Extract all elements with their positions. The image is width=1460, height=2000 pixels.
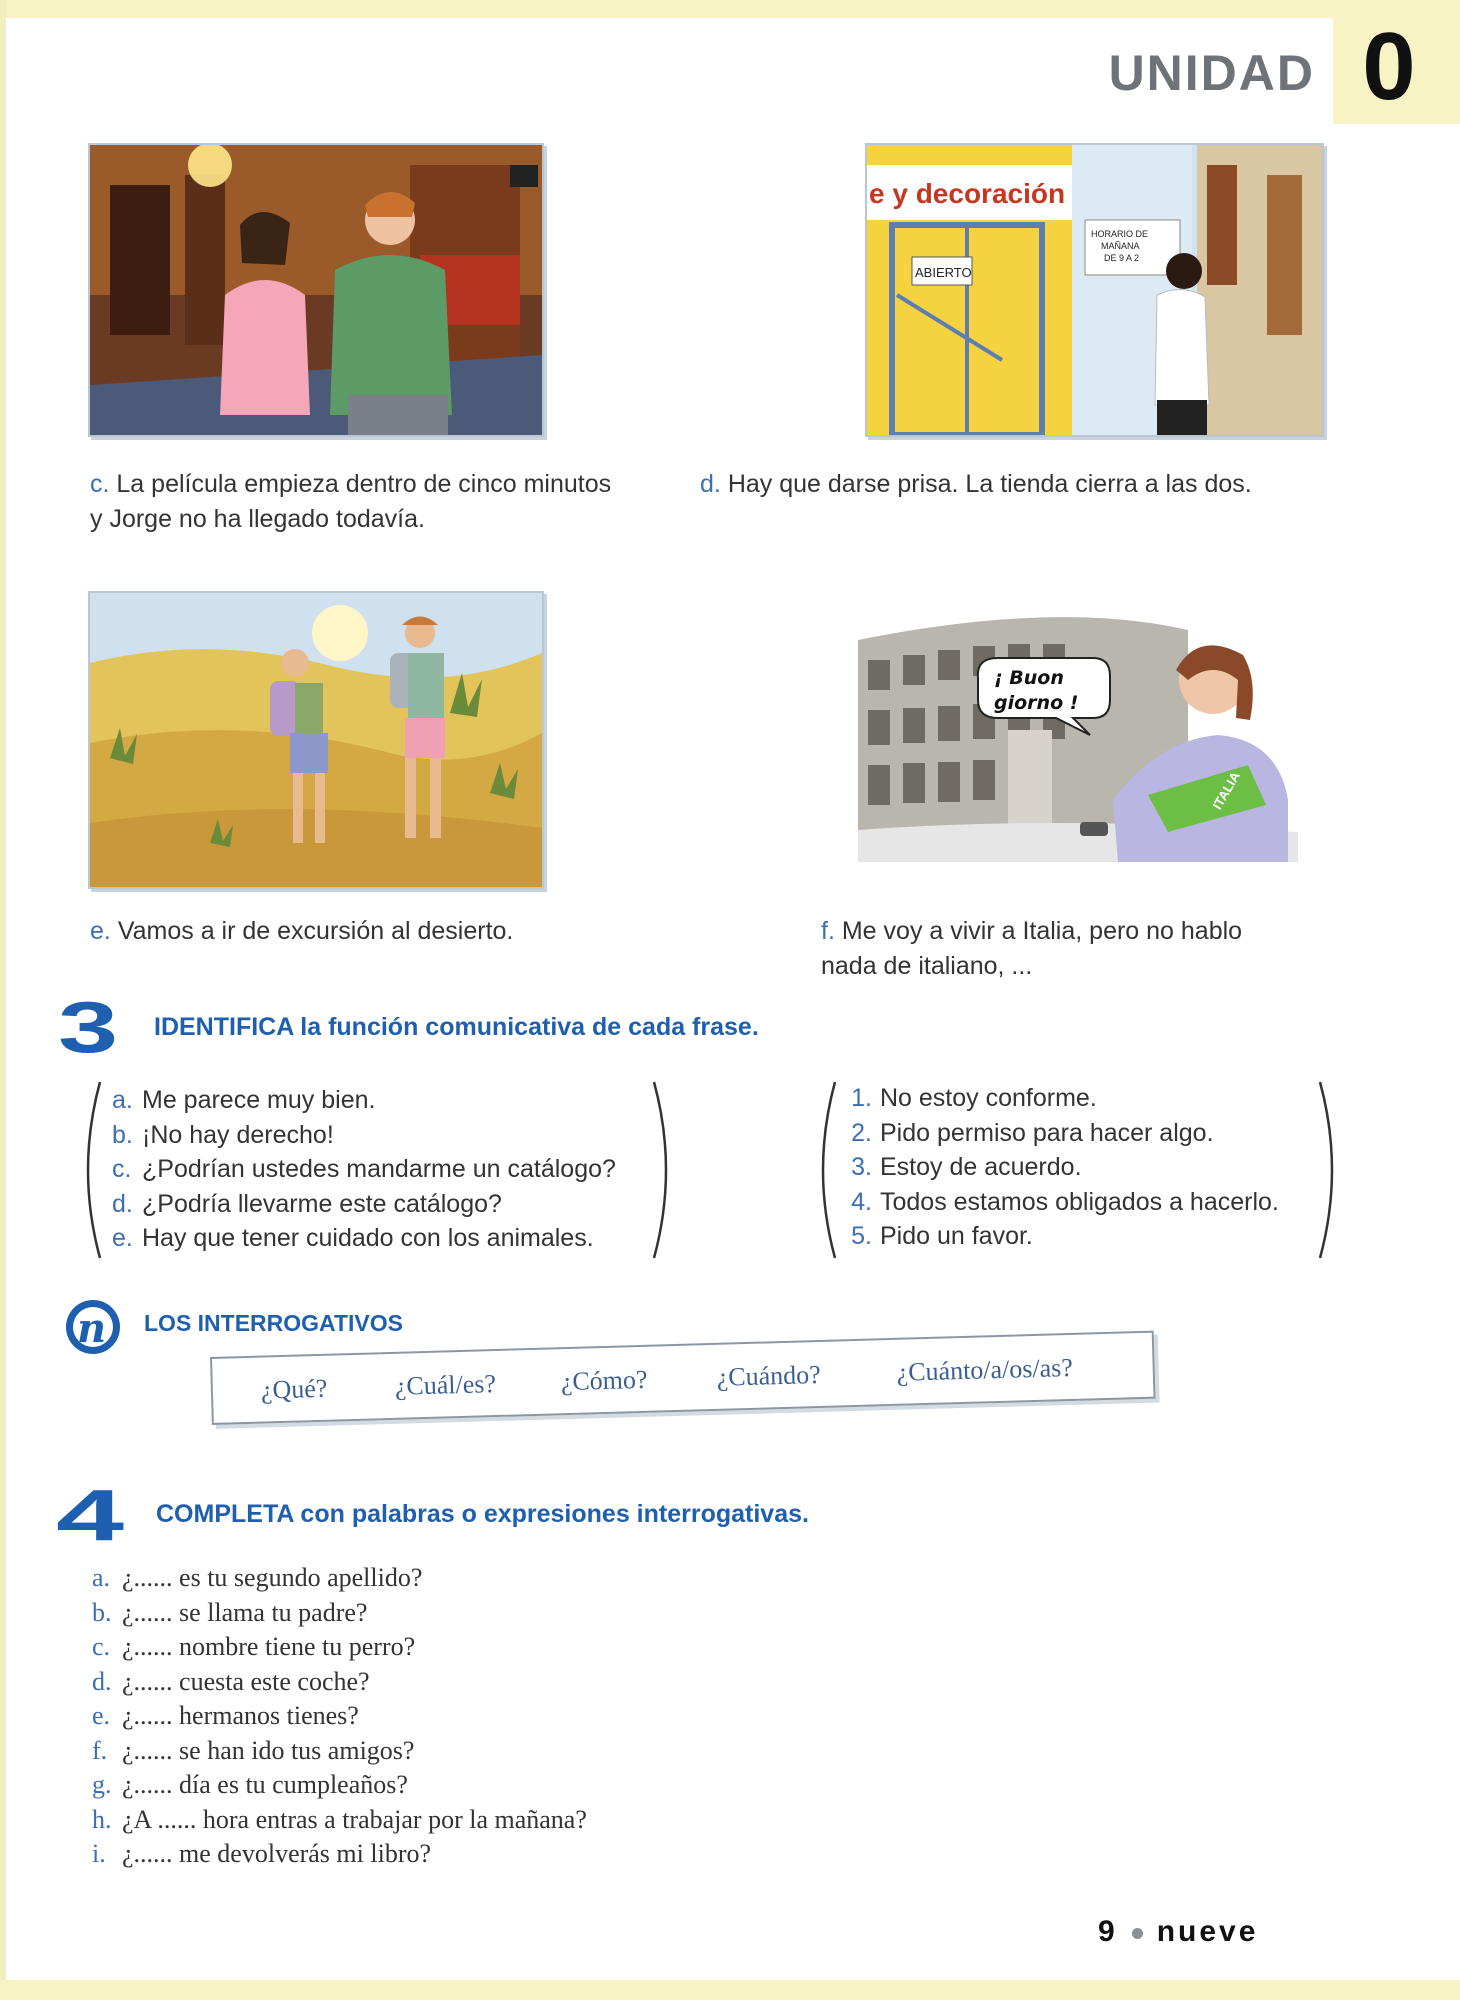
function-number: 2. xyxy=(851,1118,872,1147)
phrase-item xyxy=(112,1221,616,1256)
item-letter: c. xyxy=(92,1632,111,1661)
bottom-band xyxy=(0,1980,1460,2000)
item-text: ¿...... se han ido tus amigos? xyxy=(122,1735,415,1765)
caption-e-letter: e. xyxy=(90,917,111,945)
grammar-n-icon xyxy=(64,1298,122,1356)
item-letter: g. xyxy=(92,1770,112,1799)
item-text: ¿A ...... hora entras a trabajar por la mañana? xyxy=(122,1804,587,1834)
completion-item xyxy=(92,1837,587,1872)
completion-item xyxy=(92,1665,587,1700)
caption-c-letter: c. xyxy=(90,470,110,498)
right-paren-open xyxy=(815,1080,839,1260)
caption-f xyxy=(821,914,1242,984)
caption-c xyxy=(90,467,611,537)
bullet-dot-icon xyxy=(1132,1928,1143,1939)
right-paren-close xyxy=(1316,1080,1340,1260)
function-number: 1. xyxy=(851,1084,872,1112)
item-letter: f. xyxy=(92,1735,108,1765)
illustration-f-rome xyxy=(858,600,1298,862)
phrase-text: ¿Podría llevarme este catálogo? xyxy=(142,1189,502,1218)
phrase-letter: b. xyxy=(112,1120,133,1149)
left-paren-close xyxy=(650,1080,674,1260)
phrase-item xyxy=(112,1152,616,1187)
phrase-text: ¿Podrían ustedes mandarme un catálogo? xyxy=(142,1155,616,1183)
shop-sign-text: e y decoración xyxy=(869,178,1066,209)
exercise-4-number: 4 xyxy=(56,1476,125,1556)
grammar-icon-letter: n xyxy=(77,1305,107,1352)
completion-item xyxy=(92,1699,587,1734)
page-word: nueve xyxy=(1156,1915,1259,1948)
function-text: No estoy conforme. xyxy=(880,1084,1097,1112)
item-text: ¿...... cuesta este coche? xyxy=(122,1666,370,1696)
function-number: 3. xyxy=(851,1153,872,1181)
item-text: ¿...... día es tu cumpleaños? xyxy=(122,1770,408,1799)
unit-number-box xyxy=(1333,13,1460,124)
speech-bubble-line-1: ¡ Buon xyxy=(994,667,1064,689)
phrase-text: Me parece muy bien. xyxy=(142,1086,376,1114)
exercise-4-items xyxy=(92,1561,587,1872)
book-label: ITALIA xyxy=(1209,769,1243,812)
completion-item xyxy=(92,1596,587,1631)
exercise-3-functions xyxy=(840,1081,1279,1254)
function-text: Pido permiso para hacer algo. xyxy=(880,1118,1214,1147)
caption-f-letter: f. xyxy=(821,917,835,945)
hours-line-1: HORARIO DE xyxy=(1091,229,1149,239)
caption-e xyxy=(90,914,513,949)
function-text: Todos estamos obligados a hacerlo. xyxy=(880,1187,1279,1216)
interrogatives-box xyxy=(210,1331,1156,1425)
grammar-title: LOS INTERROGATIVOS xyxy=(144,1310,403,1336)
hours-line-3: DE 9 A 2 xyxy=(1104,253,1140,263)
caption-c-line-1: La película empieza dentro de cinco minutos xyxy=(116,470,612,498)
open-sign-text: ABIERTO xyxy=(915,265,972,280)
function-item xyxy=(840,1150,1279,1185)
illustration-d-shop xyxy=(865,143,1324,437)
item-letter: a. xyxy=(92,1563,111,1592)
phrase-text: Hay que tener cuidado con los animales. xyxy=(142,1224,594,1252)
function-number: 5. xyxy=(851,1222,872,1250)
function-number: 4. xyxy=(851,1187,872,1216)
page-footer xyxy=(1098,1915,1258,1949)
exercise-4-title: COMPLETA con palabras o expresiones interrogativas. xyxy=(156,1500,809,1528)
left-paren-open xyxy=(80,1080,104,1260)
caption-f-line-2: nada de italiano, ... xyxy=(821,952,1033,980)
item-text: ¿...... nombre tiene tu perro? xyxy=(122,1632,416,1661)
phrase-item xyxy=(112,1118,616,1153)
phrase-letter: a. xyxy=(112,1086,133,1114)
speech-bubble-line-2: giorno ! xyxy=(994,692,1079,714)
left-band xyxy=(0,0,6,2000)
item-letter: d. xyxy=(92,1666,112,1696)
item-letter: i. xyxy=(92,1839,106,1868)
phrase-text: ¡No hay derecho! xyxy=(142,1120,334,1149)
completion-item xyxy=(92,1803,587,1838)
exercise-3-title: IDENTIFICA la función comunicativa de cada frase. xyxy=(154,1013,759,1041)
completion-item xyxy=(92,1630,587,1665)
phrase-letter: e. xyxy=(112,1224,133,1252)
item-text: ¿...... hermanos tienes? xyxy=(122,1701,359,1730)
function-item xyxy=(840,1081,1279,1116)
item-text: ¿...... es tu segundo apellido? xyxy=(122,1563,423,1592)
unit-label: UNIDAD xyxy=(1108,45,1315,101)
caption-e-text: Vamos a ir de excursión al desierto. xyxy=(117,917,514,945)
item-letter: b. xyxy=(92,1597,112,1627)
unit-header xyxy=(1060,13,1460,124)
interrogative-word: ¿Cuándo? xyxy=(716,1359,822,1392)
phrase-letter: c. xyxy=(112,1155,132,1183)
item-letter: e. xyxy=(92,1701,111,1730)
top-band xyxy=(0,0,1460,18)
interrogative-word: ¿Cómo? xyxy=(560,1364,648,1397)
hours-line-2: MAÑANA xyxy=(1101,241,1140,251)
function-item xyxy=(840,1219,1279,1254)
item-letter: h. xyxy=(92,1804,112,1834)
caption-c-line-2: y Jorge no ha llegado todavía. xyxy=(90,505,425,533)
caption-d-letter: d. xyxy=(700,470,721,498)
completion-item xyxy=(92,1561,587,1596)
illustration-e-desert xyxy=(88,591,544,889)
item-text: ¿...... se llama tu padre? xyxy=(122,1597,368,1627)
item-text: ¿...... me devolverás mi libro? xyxy=(122,1839,432,1868)
exercise-3-number: 3 xyxy=(58,988,119,1068)
illustration-c-cinema xyxy=(88,143,544,437)
completion-item xyxy=(92,1734,587,1769)
caption-d xyxy=(700,467,1252,502)
unit-number: 0 xyxy=(1362,13,1416,120)
interrogative-word: ¿Qué? xyxy=(260,1373,328,1405)
exercise-3-phrases xyxy=(112,1083,616,1256)
phrase-item xyxy=(112,1187,616,1222)
function-item xyxy=(840,1116,1279,1151)
page-number: 9 xyxy=(1098,1915,1118,1948)
interrogative-word: ¿Cuánto/a/os/as? xyxy=(896,1352,1074,1387)
function-text: Estoy de acuerdo. xyxy=(880,1153,1082,1181)
completion-item xyxy=(92,1768,587,1803)
phrase-item xyxy=(112,1083,616,1118)
caption-f-line-1: Me voy a vivir a Italia, pero no hablo xyxy=(841,917,1243,945)
function-item xyxy=(840,1185,1279,1220)
phrase-letter: d. xyxy=(112,1189,133,1218)
interrogative-word: ¿Cuál/es? xyxy=(394,1369,497,1401)
caption-d-text: Hay que darse prisa. La tienda cierra a las dos. xyxy=(727,470,1252,498)
function-text: Pido un favor. xyxy=(880,1222,1033,1250)
